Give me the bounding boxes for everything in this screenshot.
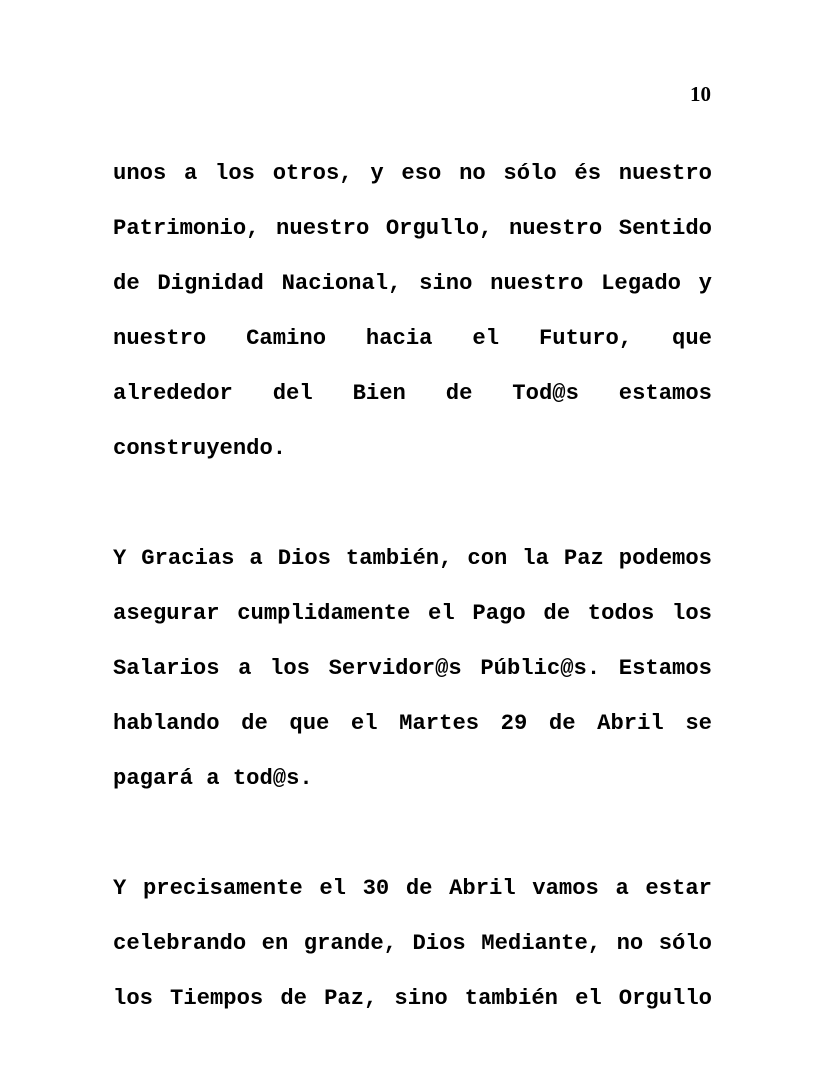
paragraph-1: unos a los otros, y eso no sólo és nuestro Patrimonio, nuestro Orgullo, nuestro Sentido de Dignidad Nacional, sino nuestro Legado y nuestro Camino hacia el Futuro, que alrededor del Bien de Tod@s estamos construyendo. — [113, 161, 712, 461]
page-number: 10 — [690, 82, 711, 106]
paragraph-3: Y precisamente el 30 de Abril vamos a estar celebrando en grande, Dios Mediante, no sólo los Tiempos de Paz, sino también el Orgullo — [113, 876, 712, 1011]
paragraph-2: Y Gracias a Dios también, con la Paz podemos asegurar cumplidamente el Pago de todos los Salarios a los Servidor@s Públic@s. Estamos hablando de que el Martes 29 de Abril se pagará a tod@s. — [113, 546, 712, 791]
document-body — [113, 146, 712, 1026]
